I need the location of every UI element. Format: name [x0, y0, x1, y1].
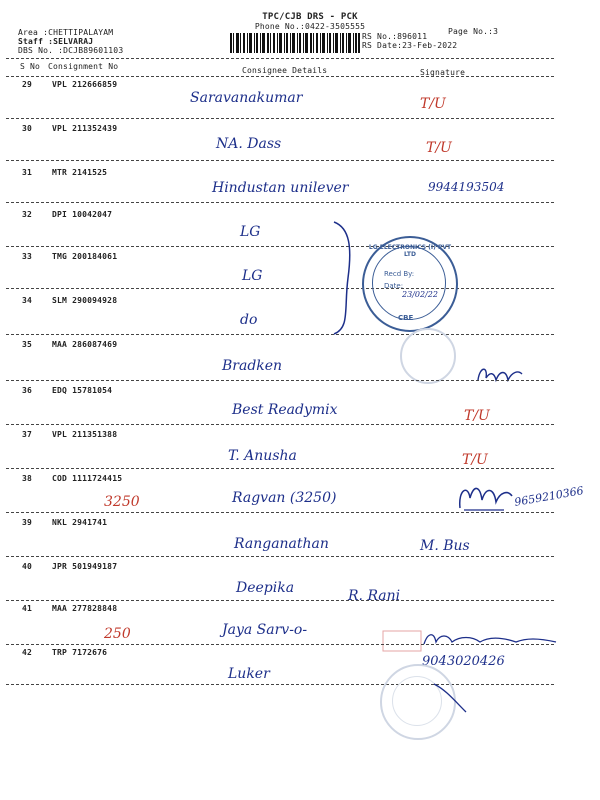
- header-left-block: [18, 28, 123, 55]
- consignee-name: NA. Dass: [216, 136, 282, 152]
- signature: M. Bus: [420, 538, 470, 554]
- header-right-block: [362, 32, 457, 50]
- stamp-date-label: Date:: [384, 282, 404, 290]
- divider: [6, 380, 554, 381]
- divider: [6, 468, 554, 469]
- row-consignment: NKL 2941741: [52, 518, 108, 527]
- bracket-mark: [330, 218, 360, 338]
- consignee-name: Best Readymix: [232, 402, 338, 418]
- dbs-number: DBS No. :DCJB89601103: [18, 46, 124, 55]
- rs-date: RS Date:23-Feb-2022: [362, 41, 458, 50]
- consignee-name: Jaya Sarv-o-: [222, 622, 308, 638]
- amount-note: 3250: [104, 494, 140, 510]
- row-sno: 35: [22, 340, 33, 349]
- row-consignment: TMG 200184061: [52, 252, 118, 261]
- signature: T/U: [426, 140, 452, 156]
- row-sno: 38: [22, 474, 33, 483]
- stamp-company: LG ELECTRONICS (I) PVT LTD: [368, 244, 452, 258]
- row-consignment: EDQ 15781054: [52, 386, 113, 395]
- divider: [6, 160, 554, 161]
- stamp-date-value: 23/02/22: [402, 290, 438, 299]
- consignee-name: LG: [242, 268, 263, 284]
- row-sno: 40: [22, 562, 33, 571]
- row-sno: 32: [22, 210, 33, 219]
- signature: T/U: [420, 96, 446, 112]
- consignee-name: Luker: [228, 666, 270, 682]
- row-consignment: VPL 212666859: [52, 80, 118, 89]
- amount-note: 250: [104, 626, 131, 642]
- faint-red-stamp: [382, 630, 422, 652]
- consignee-name: Hindustan unilever: [212, 180, 349, 196]
- signature: T/U: [462, 452, 488, 468]
- row-consignment: MAA 277828848: [52, 604, 118, 613]
- row-consignment: DPI 10042047: [52, 210, 113, 219]
- divider: [6, 600, 554, 601]
- divider: [6, 246, 554, 247]
- consignee-name: LG: [240, 224, 261, 240]
- divider: [6, 202, 554, 203]
- divider: [6, 58, 554, 59]
- col-consignee-details: Consignee Details: [242, 66, 328, 75]
- faint-stamp: [400, 328, 456, 384]
- col-consignment-no: Consignment No: [48, 62, 119, 71]
- signature: 9043020426: [422, 654, 505, 669]
- divider: [6, 684, 554, 685]
- consignee-name: T. Anusha: [228, 448, 297, 464]
- signature-scribble: [454, 480, 514, 514]
- row-sno: 30: [22, 124, 33, 133]
- divider: [6, 334, 554, 335]
- row-sno: 37: [22, 430, 33, 439]
- row-consignment: TRP 7172676: [52, 648, 108, 657]
- consignee-name: Deepika: [236, 580, 295, 596]
- signature: R. Rani: [348, 588, 401, 604]
- phone-number: Phone No.:0422-3505555: [254, 22, 366, 31]
- signature: 9659210366: [513, 484, 585, 509]
- divider: [6, 512, 554, 513]
- page-number: Page No.:3: [448, 27, 499, 36]
- row-consignment: MTR 2141525: [52, 168, 108, 177]
- row-sno: 42: [22, 648, 33, 657]
- row-sno: 29: [22, 80, 33, 89]
- consignee-name: Saravanakumar: [190, 90, 303, 106]
- row-consignment: SLM 290094928: [52, 296, 118, 305]
- divider: [6, 76, 554, 77]
- signature-scribble: [474, 362, 524, 386]
- divider: [6, 118, 554, 119]
- signature-scribble: [430, 680, 470, 716]
- document-title: TPC/CJB DRS - PCK: [262, 12, 358, 22]
- stamp-city: CBE: [398, 314, 414, 322]
- row-sno: 41: [22, 604, 33, 613]
- stamp-recd-by: Recd By:: [384, 270, 415, 278]
- row-consignment: JPR 501949187: [52, 562, 118, 571]
- row-sno: 31: [22, 168, 33, 177]
- consignee-name: do: [240, 312, 258, 328]
- signature: T/U: [464, 408, 490, 424]
- signature-scribble: [420, 626, 560, 652]
- consignee-name: Ranganathan: [234, 536, 329, 552]
- rs-number: RS No.:896011: [362, 32, 428, 41]
- staff-label: Staff :SELVARAJ: [18, 37, 94, 46]
- area-label: Area :CHETTIPALAYAM: [18, 28, 114, 37]
- consignee-name: Ragvan (3250): [232, 490, 337, 506]
- row-sno: 34: [22, 296, 33, 305]
- divider: [6, 556, 554, 557]
- divider: [6, 424, 554, 425]
- row-consignment: MAA 286087469: [52, 340, 118, 349]
- row-sno: 36: [22, 386, 33, 395]
- header-center-block: [230, 12, 390, 32]
- row-consignment: VPL 211352439: [52, 124, 118, 133]
- consignee-name: Bradken: [222, 358, 283, 374]
- row-consignment: COD 1111724415: [52, 474, 123, 483]
- row-consignment: VPL 211351388: [52, 430, 118, 439]
- col-sno: S No: [20, 62, 41, 71]
- barcode: [230, 33, 360, 53]
- row-sno: 33: [22, 252, 33, 261]
- row-sno: 39: [22, 518, 33, 527]
- col-signature: Signature: [420, 68, 466, 77]
- signature: 9944193504: [428, 180, 505, 194]
- divider: [6, 288, 554, 289]
- company-stamp: [362, 236, 458, 332]
